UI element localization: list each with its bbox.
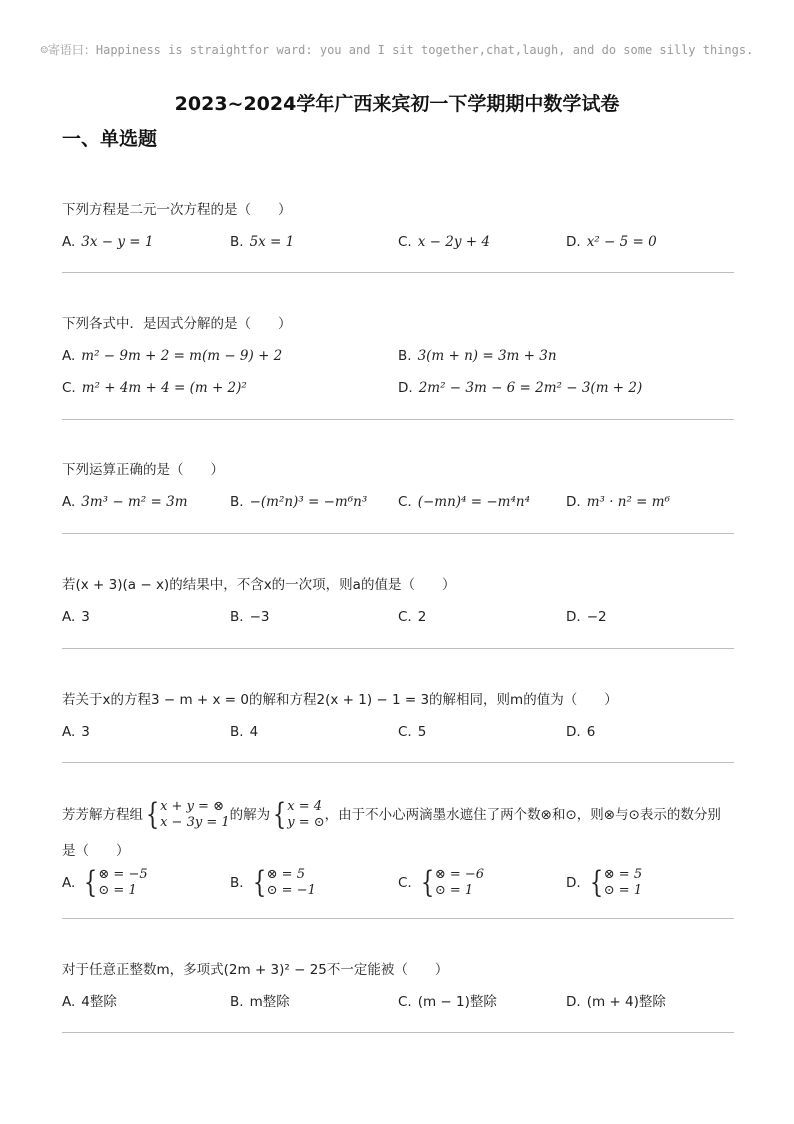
option-b[interactable]: B. −(m²n)³ = −m⁶n³ bbox=[230, 494, 368, 510]
motto-text: ☺寄语曰：Happiness is straightfor ward: you and I sit together,chat,laugh, and do some silly things. bbox=[40, 43, 754, 57]
divider bbox=[62, 419, 734, 420]
option-b[interactable]: B. { ⊗ = 5 ⊙ = −1 bbox=[230, 865, 316, 900]
question-stem: 对于任意正整数m，多项式(2m + 3)² − 25不一定能被（ ） bbox=[62, 962, 449, 978]
option-a[interactable]: A. 3 bbox=[62, 609, 90, 625]
solution-system: x = 4 y = ⊙ bbox=[287, 799, 325, 830]
question-stem: 若(x + 3)(a − x)的结果中，不含x的一次项，则a的值是（ ） bbox=[62, 577, 456, 593]
left-brace: { bbox=[273, 797, 287, 832]
stem-prefix: 芳芳解方程组 bbox=[62, 807, 143, 823]
divider bbox=[62, 533, 734, 534]
question-stem: 若关于x的方程3 − m + x = 0的解和方程2(x + 1) − 1 = 3的解相同，则m的值为（ ） bbox=[62, 692, 618, 708]
option-a[interactable]: A. { ⊗ = −5 ⊙ = 1 bbox=[62, 865, 148, 900]
option-c[interactable]: C. x − 2y + 4 bbox=[398, 234, 490, 250]
equation-system: x + y = ⊗ x − 3y = 1 bbox=[160, 799, 230, 830]
option-a[interactable]: A. 3 bbox=[62, 724, 90, 740]
option-d[interactable]: D. −2 bbox=[566, 609, 607, 625]
question-stem: 下列运算正确的是（ ） bbox=[62, 462, 224, 478]
divider bbox=[62, 648, 734, 649]
option-d[interactable]: D. (m + 4)整除 bbox=[566, 994, 666, 1010]
option-c[interactable]: C. m² + 4m + 4 = (m + 2)² bbox=[62, 380, 247, 396]
page-title: 2023~2024学年广西来宾初一下学期期中数学试卷 bbox=[174, 93, 620, 115]
divider bbox=[62, 918, 734, 919]
question-stem-line2: 是（ ） bbox=[62, 843, 130, 859]
option-d[interactable]: D. { ⊗ = 5 ⊙ = 1 bbox=[566, 865, 643, 900]
stem-mid: 的解为 bbox=[229, 807, 271, 823]
option-a[interactable]: A. 3x − y = 1 bbox=[62, 234, 154, 250]
divider bbox=[62, 1032, 734, 1033]
question-stem: 下列各式中．是因式分解的是（ ） bbox=[62, 316, 292, 332]
option-d[interactable]: D. 6 bbox=[566, 724, 596, 740]
option-c[interactable]: C. 2 bbox=[398, 609, 427, 625]
option-c[interactable]: C. (m − 1)整除 bbox=[398, 994, 497, 1010]
option-a[interactable]: A. 4整除 bbox=[62, 994, 117, 1010]
option-b[interactable]: B. m整除 bbox=[230, 994, 290, 1010]
option-b[interactable]: B. 5x = 1 bbox=[230, 234, 295, 250]
option-d[interactable]: D. m³ · n² = m⁶ bbox=[566, 494, 670, 510]
stem-suffix: ，由于不小心两滴墨水遮住了两个数⊗和⊙，则⊗与⊙表示的数分别 bbox=[324, 807, 721, 823]
option-a[interactable]: A. 3m³ − m² = 3m bbox=[62, 494, 188, 510]
option-c[interactable]: C. 5 bbox=[398, 724, 427, 740]
option-d[interactable]: D. x² − 5 = 0 bbox=[566, 234, 657, 250]
option-c[interactable]: C. (−mn)⁴ = −m⁴n⁴ bbox=[398, 494, 530, 510]
question-stem bbox=[62, 795, 721, 835]
left-brace: { bbox=[145, 797, 160, 832]
section-heading: 一、单选题 bbox=[62, 128, 158, 150]
option-b[interactable]: B. 4 bbox=[230, 724, 259, 740]
divider bbox=[62, 762, 734, 763]
question-stem: 下列方程是二元一次方程的是（ ） bbox=[62, 202, 292, 218]
option-b[interactable]: B. −3 bbox=[230, 609, 270, 625]
option-b[interactable]: B. 3(m + n) = 3m + 3n bbox=[398, 348, 557, 364]
divider bbox=[62, 272, 734, 273]
option-c[interactable]: C. { ⊗ = −6 ⊙ = 1 bbox=[398, 865, 485, 900]
option-a[interactable]: A. m² − 9m + 2 = m(m − 9) + 2 bbox=[62, 348, 283, 364]
option-d[interactable]: D. 2m² − 3m − 6 = 2m² − 3(m + 2) bbox=[398, 380, 643, 396]
